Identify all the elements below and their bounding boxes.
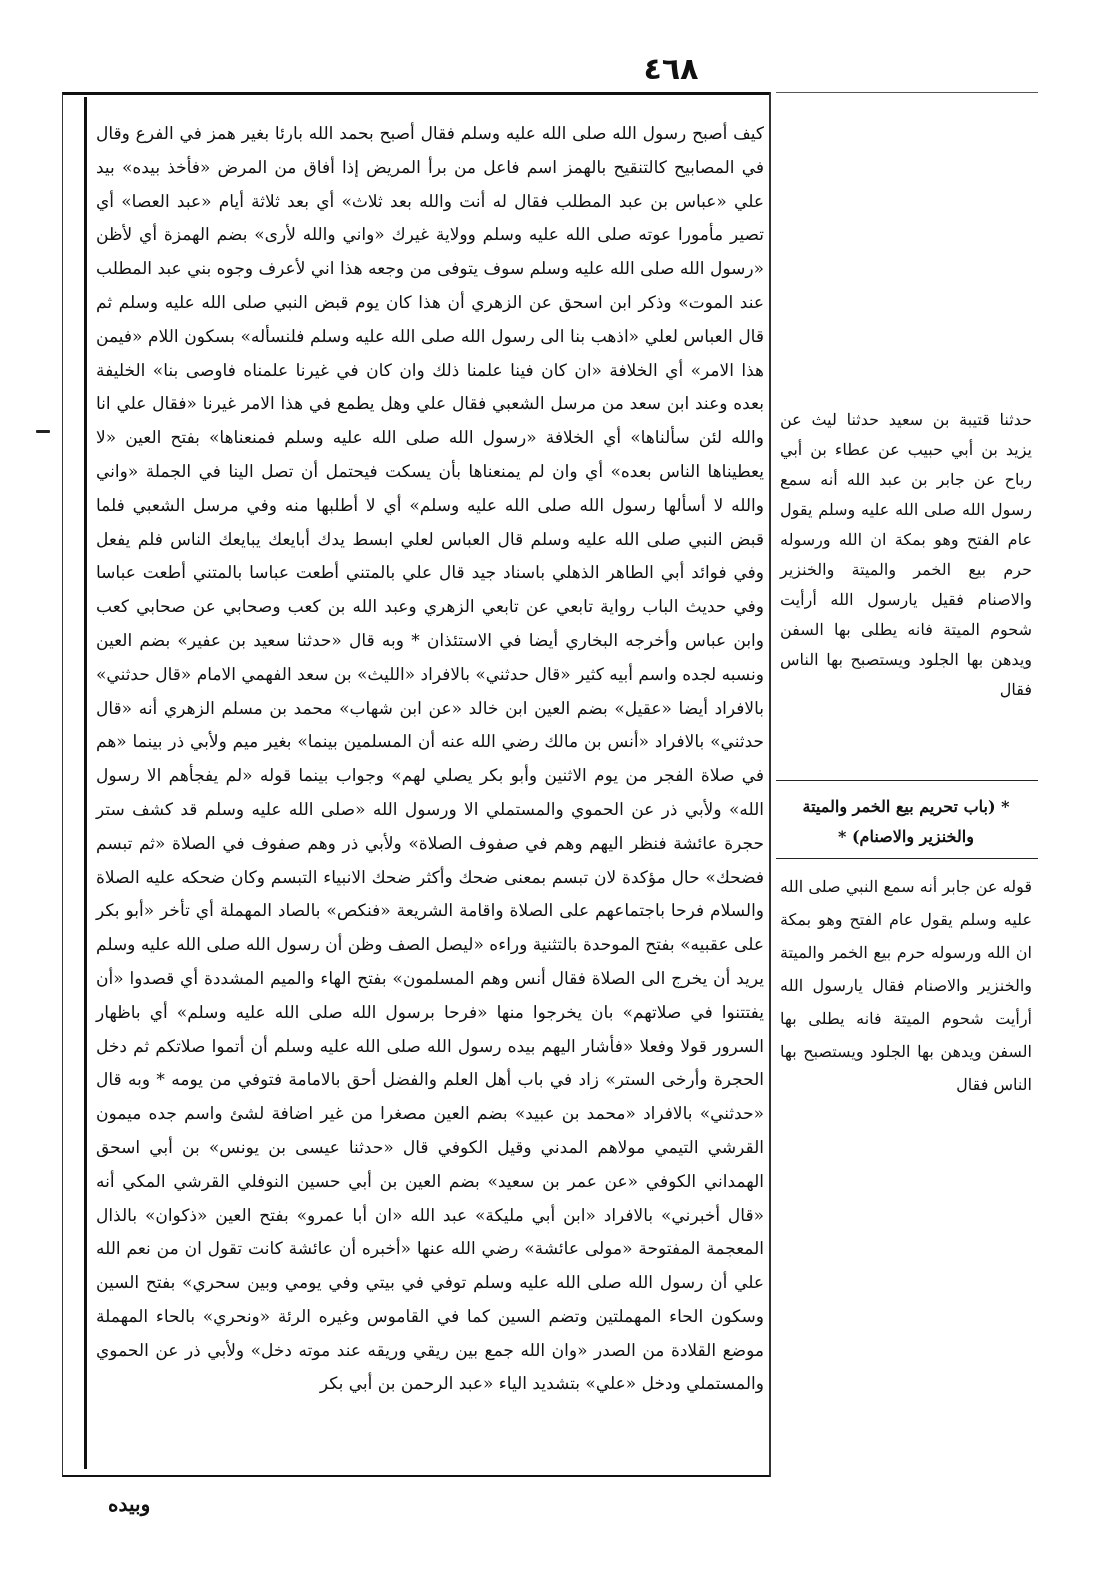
sidebar-hadith-paragraph: حدثنا قتيبة بن سعيد حدثنا ليث عن يزيد بن أبي حبيب عن عطاء بن أبي رباح عن جابر بن عبد الله أنه سمع رسول الله صلى الله عليه وسلم يقول عام الفتح وهو بمكة ان الله ورسوله حرم بيع الخمر والميتة والخنزير والاصنام فقيل يارسول الله أرأيت شحوم الميتة فانه يطلى بها السفن ويدهن بها الجلود ويستصبح بها الناس فقال [780, 410, 1032, 699]
main-commentary-text [96, 118, 764, 1463]
sidebar-commentary-paragraph: قوله عن جابر أنه سمع النبي صلى الله عليه وسلم يقول عام الفتح وهو بمكة ان الله ورسوله حرم بيع الخمر والميتة والخنزير والاصنام فقال يارسول الله أرأيت شحوم الميتة فانه يطلى بها السفن ويدهن بها الجلود ويستصبح بها الناس فقال [780, 877, 1032, 1094]
sidebar-commentary-text [780, 870, 1032, 1101]
margin-mark [36, 430, 50, 433]
sidebar-hadith-text [780, 405, 1032, 705]
sidebar-chapter-heading: * (باب تحريم بيع الخمر والميتة والخنزير والاصنام) * [802, 797, 1010, 846]
catchword: وبيده [108, 1492, 151, 1516]
sidebar-frame-rule [770, 92, 776, 1477]
sidebar-separator-top [776, 780, 1038, 781]
frame-rule [84, 97, 87, 1469]
sidebar-top-rule [776, 92, 1038, 93]
page-number: ٤٦٨ [643, 52, 699, 87]
sidebar-separator-bottom [776, 858, 1038, 859]
main-paragraph: كيف أصبح رسول الله صلى الله عليه وسلم فقال أصبح بحمد الله بارئا بغير همز في الفرع وقال في المصابيح كالتنقيح بالهمز اسم فاعل من برأ المريض إذا أفاق من المرض «فأخذ بيده» بيد علي «عباس بن عبد المطلب فقال له أنت والله بعد ثلاث» أي بعد ثلاثة أيام «عبد العصا» أي تصير مأمورا عوته صلى الله عليه وسلم وولاية غيرك «واني والله لأرى» بضم الهمزة أي لأظن «رسول الله صلى الله عليه وسلم سوف يتوفى من وجعه هذا اني لأعرف وجوه بني عبد المطلب عند الموت» وذكر ابن اسحق عن الزهري أن هذا كان يوم قبض النبي صلى الله عليه وسلم ثم قال العباس لعلي «اذهب بنا الى رسول الله صلى الله عليه وسلم فلنسأله» بسكون اللام «فيمن هذا الامر» أي الخلافة «ان كان فينا علمنا ذلك وان كان في غيرنا علمناه فاوصى بنا» الخليفة بعده وعند ابن سعد من مرسل الشعبي فقال علي وهل يطمع في هذا الامر غيرنا «فقال علي انا والله لئن سألناها» أي الخلافة «رسول الله صلى الله عليه وسلم فمنعناها» بفتح العين «لا يعطيناها الناس بعده» أي وان لم يمنعناها بأن يسكت فيحتمل أن تصل الينا في الجملة «واني والله لا أسألها رسول الله صلى الله عليه وسلم» أي لا أطلبها منه وفي مرسل الشعبي فلما قبض النبي صلى الله عليه وسلم قال العباس لعلي ابسط يدك أبايعك يبايعك الناس فلم يفعل وفي فوائد أبي الطاهر الذهلي باسناد جيد قال علي بالمتني أطعت عباسا بالمتني أطعت عباسا وفي حديث الباب رواية تابعي عن تابعي الزهري وعبد الله بن كعب وصحابي عن صحابي كعب وابن عباس وأخرجه البخاري أيضا في الاستئذان * وبه قال «حدثنا سعيد بن عفير» بضم العين ونسبه لجده واسم أبيه كثير «قال حدثني» بالافراد «الليث» بن سعد الفهمي الامام «قال حدثني» بالافراد أيضا «عقيل» بضم العين ابن خالد «عن ابن شهاب» محمد بن مسلم الزهري أنه «قال حدثني» بالافراد «أنس بن مالك رضي الله عنه أن المسلمين بينما» بغير ميم ولأبي ذر بينما «هم في صلاة الفجر من يوم الاثنين وأبو بكر يصلي لهم» وجواب بينما قوله «لم يفجأهم الا رسول الله» ولأبي ذر عن الحموي والمستملي الا ورسول الله «صلى الله عليه وسلم قد كشف ستر حجرة عائشة فنظر اليهم وهم في صفوف الصلاة» ولأبي ذر وهم صفوف في الصلاة «ثم تبسم فضحك» حال مؤكدة لان تبسم بمعنى ضحك وأكثر ضحك الانبياء التبسم وكان ضحكه عليه الصلاة والسلام فرحا باجتماعهم على الصلاة واقامة الشريعة «فنكص» بالصاد المهملة أي تأخر «أبو بكر على عقبيه» بفتح الموحدة بالتثنية وراءه «ليصل الصف وظن أن رسول الله صلى الله عليه وسلم يريد أن يخرج الى الصلاة فقال أنس وهم المسلمون» بفتح الهاء والميم المشددة أي قصدوا «أن يفتتنوا في صلاتهم» بان يخرجوا منها «فرحا برسول الله صلى الله عليه وسلم» أي باظهار السرور قولا وفعلا «فأشار اليهم بيده رسول الله صلى الله عليه وسلم أن أتموا صلاتكم ثم دخل الحجرة وأرخى الستر» زاد في باب أهل العلم والفضل أحق بالامامة فتوفي من يومه * وبه قال «حدثني» بالافراد «محمد بن عبيد» بضم العين مصغرا من غير اضافة لشئ واسم جده ميمون القرشي التيمي مولاهم المدني وقيل الكوفي قال «حدثنا عيسى بن يونس» بن أبي اسحق الهمداني الكوفي «عن عمر بن سعيد» بضم العين بن أبي حسين النوفلي القرشي المكي أنه «قال أخبرني» بالافراد «ابن أبي مليكة» عبد الله «ان أبا عمرو» بفتح العين «ذكوان» بالذال المعجمة المفتوحة «مولى عائشة» رضي الله عنها «أخبره أن عائشة كانت تقول ان من نعم الله علي أن رسول الله صلى الله عليه وسلم توفي في بيتي وفي يومي وبين سحري» بفتح السين وسكون الحاء المهملتين وتضم السين كما في القاموس وغيره الرئة «ونحري» بالحاء المهملة موضع القلادة من الصدر «وان الله جمع بين ريقي وريقه عند موته دخل» ولأبي ذر عن الحموي والمستملي ودخل «علي» بتشديد الياء «عبد الرحمن بن أبي بكر [96, 124, 764, 1395]
